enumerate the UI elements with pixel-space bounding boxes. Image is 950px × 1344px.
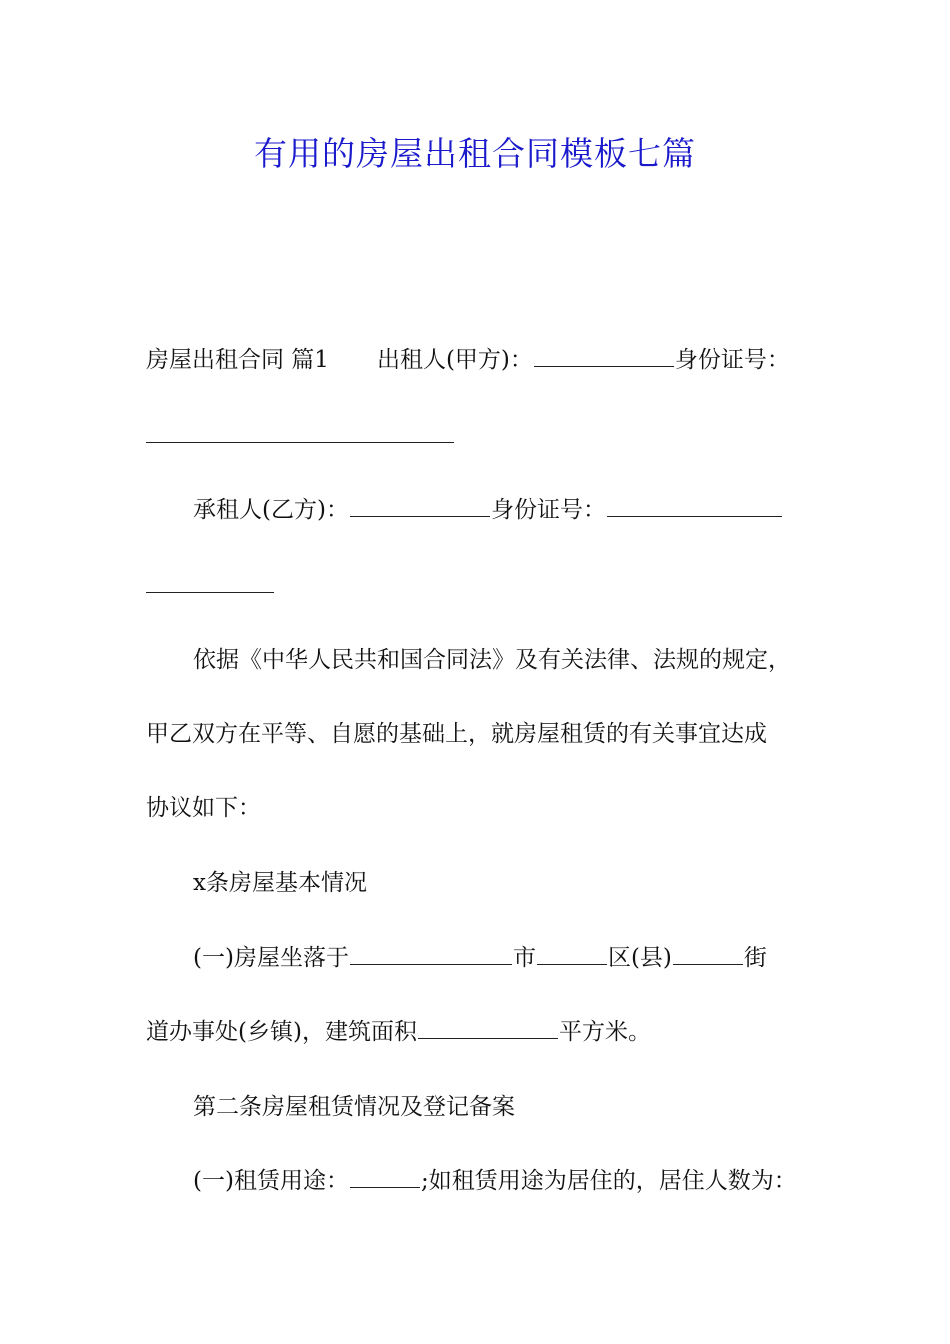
para3-line3: 协议如下： xyxy=(146,795,261,821)
article1-heading: x条房屋基本情况 xyxy=(193,870,367,896)
article2-item1 xyxy=(193,1166,883,1196)
document-title: 有用的房屋出租合同模板七篇 xyxy=(254,134,696,173)
lessee-id-blank[interactable] xyxy=(607,515,782,517)
lessor-label: 出租人(甲方)： xyxy=(376,347,533,373)
lessee-label: 承租人(乙方)： xyxy=(193,497,349,523)
para1-line xyxy=(146,345,836,375)
area-blank[interactable] xyxy=(418,1037,558,1039)
article1-item1-line2 xyxy=(146,1017,836,1047)
lessor-id-blank[interactable] xyxy=(146,442,454,443)
location-blank[interactable] xyxy=(350,963,512,965)
article1-item1-line1 xyxy=(193,943,883,973)
lessee-id-blank-cont[interactable] xyxy=(146,592,274,593)
para2-line xyxy=(193,495,883,525)
district-label: 区(县) xyxy=(607,945,672,971)
article2-heading: 第二条房屋租赁情况及登记备案 xyxy=(193,1094,515,1120)
para3-line2: 甲乙双方在平等、自愿的基础上，就房屋租赁的有关事宜达成 xyxy=(146,721,767,747)
lessee-id-label: 身份证号： xyxy=(490,497,606,523)
occupants-label: ;如租赁用途为居住的，居住人数为： xyxy=(420,1168,797,1194)
contract-heading: 房屋出租合同 篇1 xyxy=(146,347,329,373)
office-area-label: 道办事处(乡镇)，建筑面积 xyxy=(146,1019,417,1045)
lessor-id-label: 身份证号： xyxy=(674,347,790,373)
city-label: 市 xyxy=(512,945,536,971)
area-unit: 平方米。 xyxy=(558,1019,651,1045)
para3-line1: 依据《中华人民共和国合同法》及有关法律、法规的规定， xyxy=(193,647,791,673)
lessor-blank[interactable] xyxy=(534,365,674,367)
district-blank[interactable] xyxy=(673,963,743,965)
city-blank[interactable] xyxy=(537,963,607,965)
lessee-blank[interactable] xyxy=(350,515,490,517)
usage-label: (一)租赁用途： xyxy=(193,1168,349,1194)
location-label: (一)房屋坐落于 xyxy=(193,945,349,971)
street-label: 街 xyxy=(743,945,767,971)
usage-blank[interactable] xyxy=(350,1186,420,1188)
